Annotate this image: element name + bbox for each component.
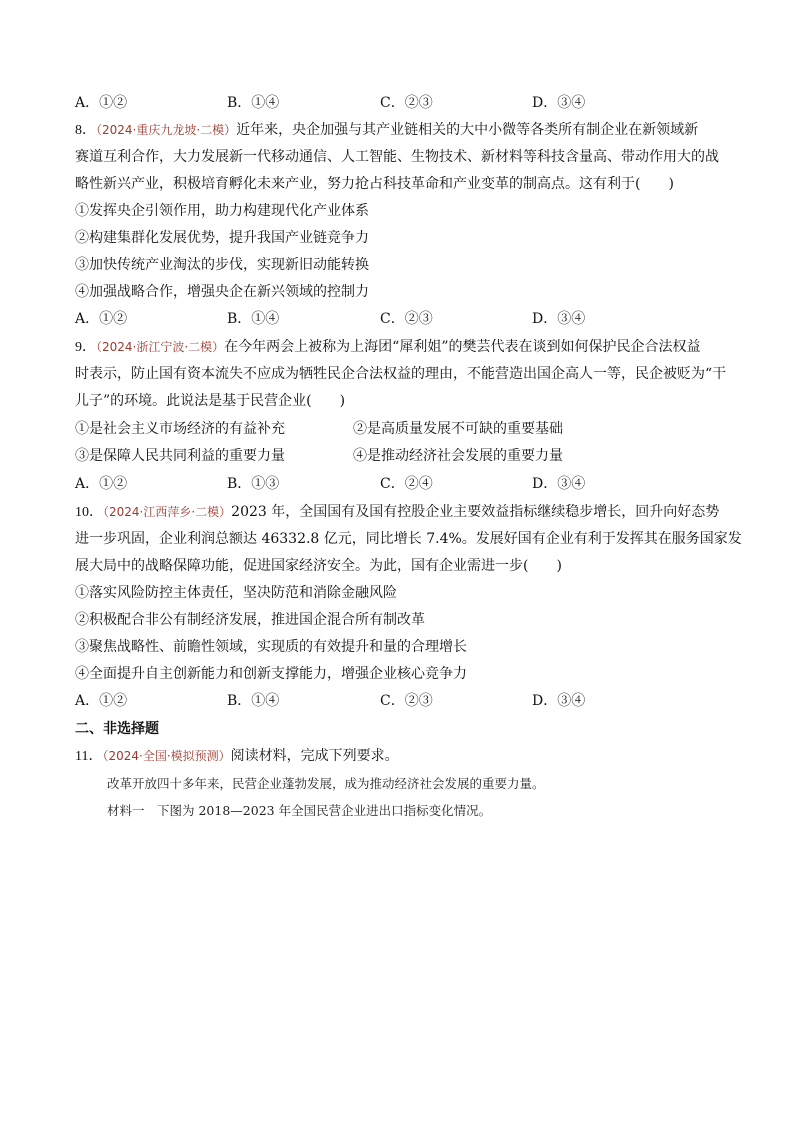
q9-options xyxy=(75,474,675,494)
q10-source: （2024·江西萍乡·二模） xyxy=(103,505,232,519)
q8-options xyxy=(75,309,675,329)
q8-stem-line-1 xyxy=(75,120,725,141)
q10-stem-line-3: 展大局中的战略保障功能，促进国家经济安全。为此，国有企业需进一步( ) xyxy=(75,558,562,574)
q9-option-d[interactable]: D．③④ xyxy=(532,476,586,492)
q10-option-c[interactable]: C．②③ xyxy=(380,693,433,709)
q8-number: 8． xyxy=(75,123,96,138)
q10-item-2: ②积极配合非公有制经济发展，推进国企混合所有制改革 xyxy=(75,612,425,628)
q9-source: （2024·浙江宁波·二模） xyxy=(96,340,225,354)
q11-number: 11． xyxy=(75,749,103,764)
q10-number: 10． xyxy=(75,505,103,520)
q10-stem-line-1 xyxy=(75,502,725,523)
q8-option-a[interactable]: A．①② xyxy=(75,311,128,327)
q9-option-c[interactable]: C．②④ xyxy=(380,476,433,492)
q11-source: （2024·全国·模拟预测） xyxy=(102,749,231,763)
q10-options xyxy=(75,691,675,711)
section-heading: 二、非选择题 xyxy=(75,721,159,737)
q8-item-3: ③加快传统产业淘汰的步伐，实现新旧动能转换 xyxy=(75,257,369,273)
q8-option-c[interactable]: C．②③ xyxy=(380,311,433,327)
q9-number: 9． xyxy=(75,340,96,355)
q11-material-one: 材料一 下图为 2018—2023 年全国民营企业进出口指标变化情况。 xyxy=(107,803,492,818)
q8-option-b[interactable]: B．①④ xyxy=(227,311,280,327)
q10-option-a[interactable]: A．①② xyxy=(75,693,128,709)
q9-stem-line-1 xyxy=(75,337,725,358)
q10-option-d[interactable]: D．③④ xyxy=(532,693,586,709)
q7-option-a[interactable]: A．①② xyxy=(75,95,128,111)
q8-stem-line-3: 略性新兴产业，积极培育孵化未来产业，努力抢占科技革命和产业变革的制高点。这有利于( ) xyxy=(75,176,674,192)
q9-option-b[interactable]: B．①③ xyxy=(227,476,280,492)
q10-item-3: ③聚焦战略性、前瞻性领域，实现质的有效提升和量的合理增长 xyxy=(75,639,467,655)
q9-item-3: ③是保障人民共同利益的重要力量 xyxy=(75,448,285,464)
q9-stem-line-3: 儿子”的环境。此说法是基于民营企业( ) xyxy=(75,393,346,409)
q8-option-d[interactable]: D．③④ xyxy=(532,311,586,327)
q9-option-a[interactable]: A．①② xyxy=(75,476,128,492)
q11-text-1: 阅读材料，完成下列要求。 xyxy=(230,748,399,764)
q11-material-intro: 改革开放四十多年来，民营企业蓬勃发展，成为推动经济社会发展的重要力量。 xyxy=(107,776,545,791)
q10-option-b[interactable]: B．①④ xyxy=(227,693,280,709)
q8-stem-line-2: 赛道互利合作，大力发展新一代移动通信、人工智能、生物技术、新材料等科技含量高、带动作用大的战 xyxy=(75,149,719,165)
q8-text-1: 近年来，央企加强与其产业链相关的大中小微等各类所有制企业在新领域新 xyxy=(236,122,699,138)
q10-stem-line-2: 进一步巩固，企业利润总额达 46332.8 亿元，同比增长 7.4%。发展好国有企业有利于发挥其在服务国家发 xyxy=(75,531,742,547)
q9-item-2: ②是高质量发展不可缺的重要基础 xyxy=(353,421,563,437)
q8-item-4: ④加强战略合作，增强央企在新兴领域的控制力 xyxy=(75,284,369,300)
q9-text-1: 在今年两会上被称为上海团“犀利姐”的樊芸代表在谈到如何保护民企合法权益 xyxy=(224,339,701,355)
q10-item-1: ①落实风险防控主体责任，坚决防范和消除金融风险 xyxy=(75,585,397,601)
q9-item-1: ①是社会主义市场经济的有益补充 xyxy=(75,421,285,437)
q7-option-c[interactable]: C．②③ xyxy=(380,95,433,111)
q7-option-d[interactable]: D．③④ xyxy=(532,95,586,111)
q11-stem-line-1 xyxy=(75,746,725,767)
q7-options xyxy=(75,93,675,113)
q8-source: （2024·重庆九龙坡·二模） xyxy=(96,123,237,137)
q10-item-4: ④全面提升自主创新能力和创新支撑能力，增强企业核心竞争力 xyxy=(75,666,467,682)
q7-option-b[interactable]: B．①④ xyxy=(227,95,280,111)
q8-item-1: ①发挥央企引领作用，助力构建现代化产业体系 xyxy=(75,203,369,219)
q8-item-2: ②构建集群化发展优势，提升我国产业链竞争力 xyxy=(75,230,369,246)
q9-stem-line-2: 时表示，防止国有资本流失不应成为牺牲民企合法权益的理由，不能营造出国企高人一等，民企被贬为“干 xyxy=(75,366,727,382)
q9-item-4: ④是推动经济社会发展的重要力量 xyxy=(353,448,563,464)
q10-text-1: 2023 年，全国国有及国有控股企业主要效益指标继续稳步增长，回升向好态势 xyxy=(231,504,720,520)
